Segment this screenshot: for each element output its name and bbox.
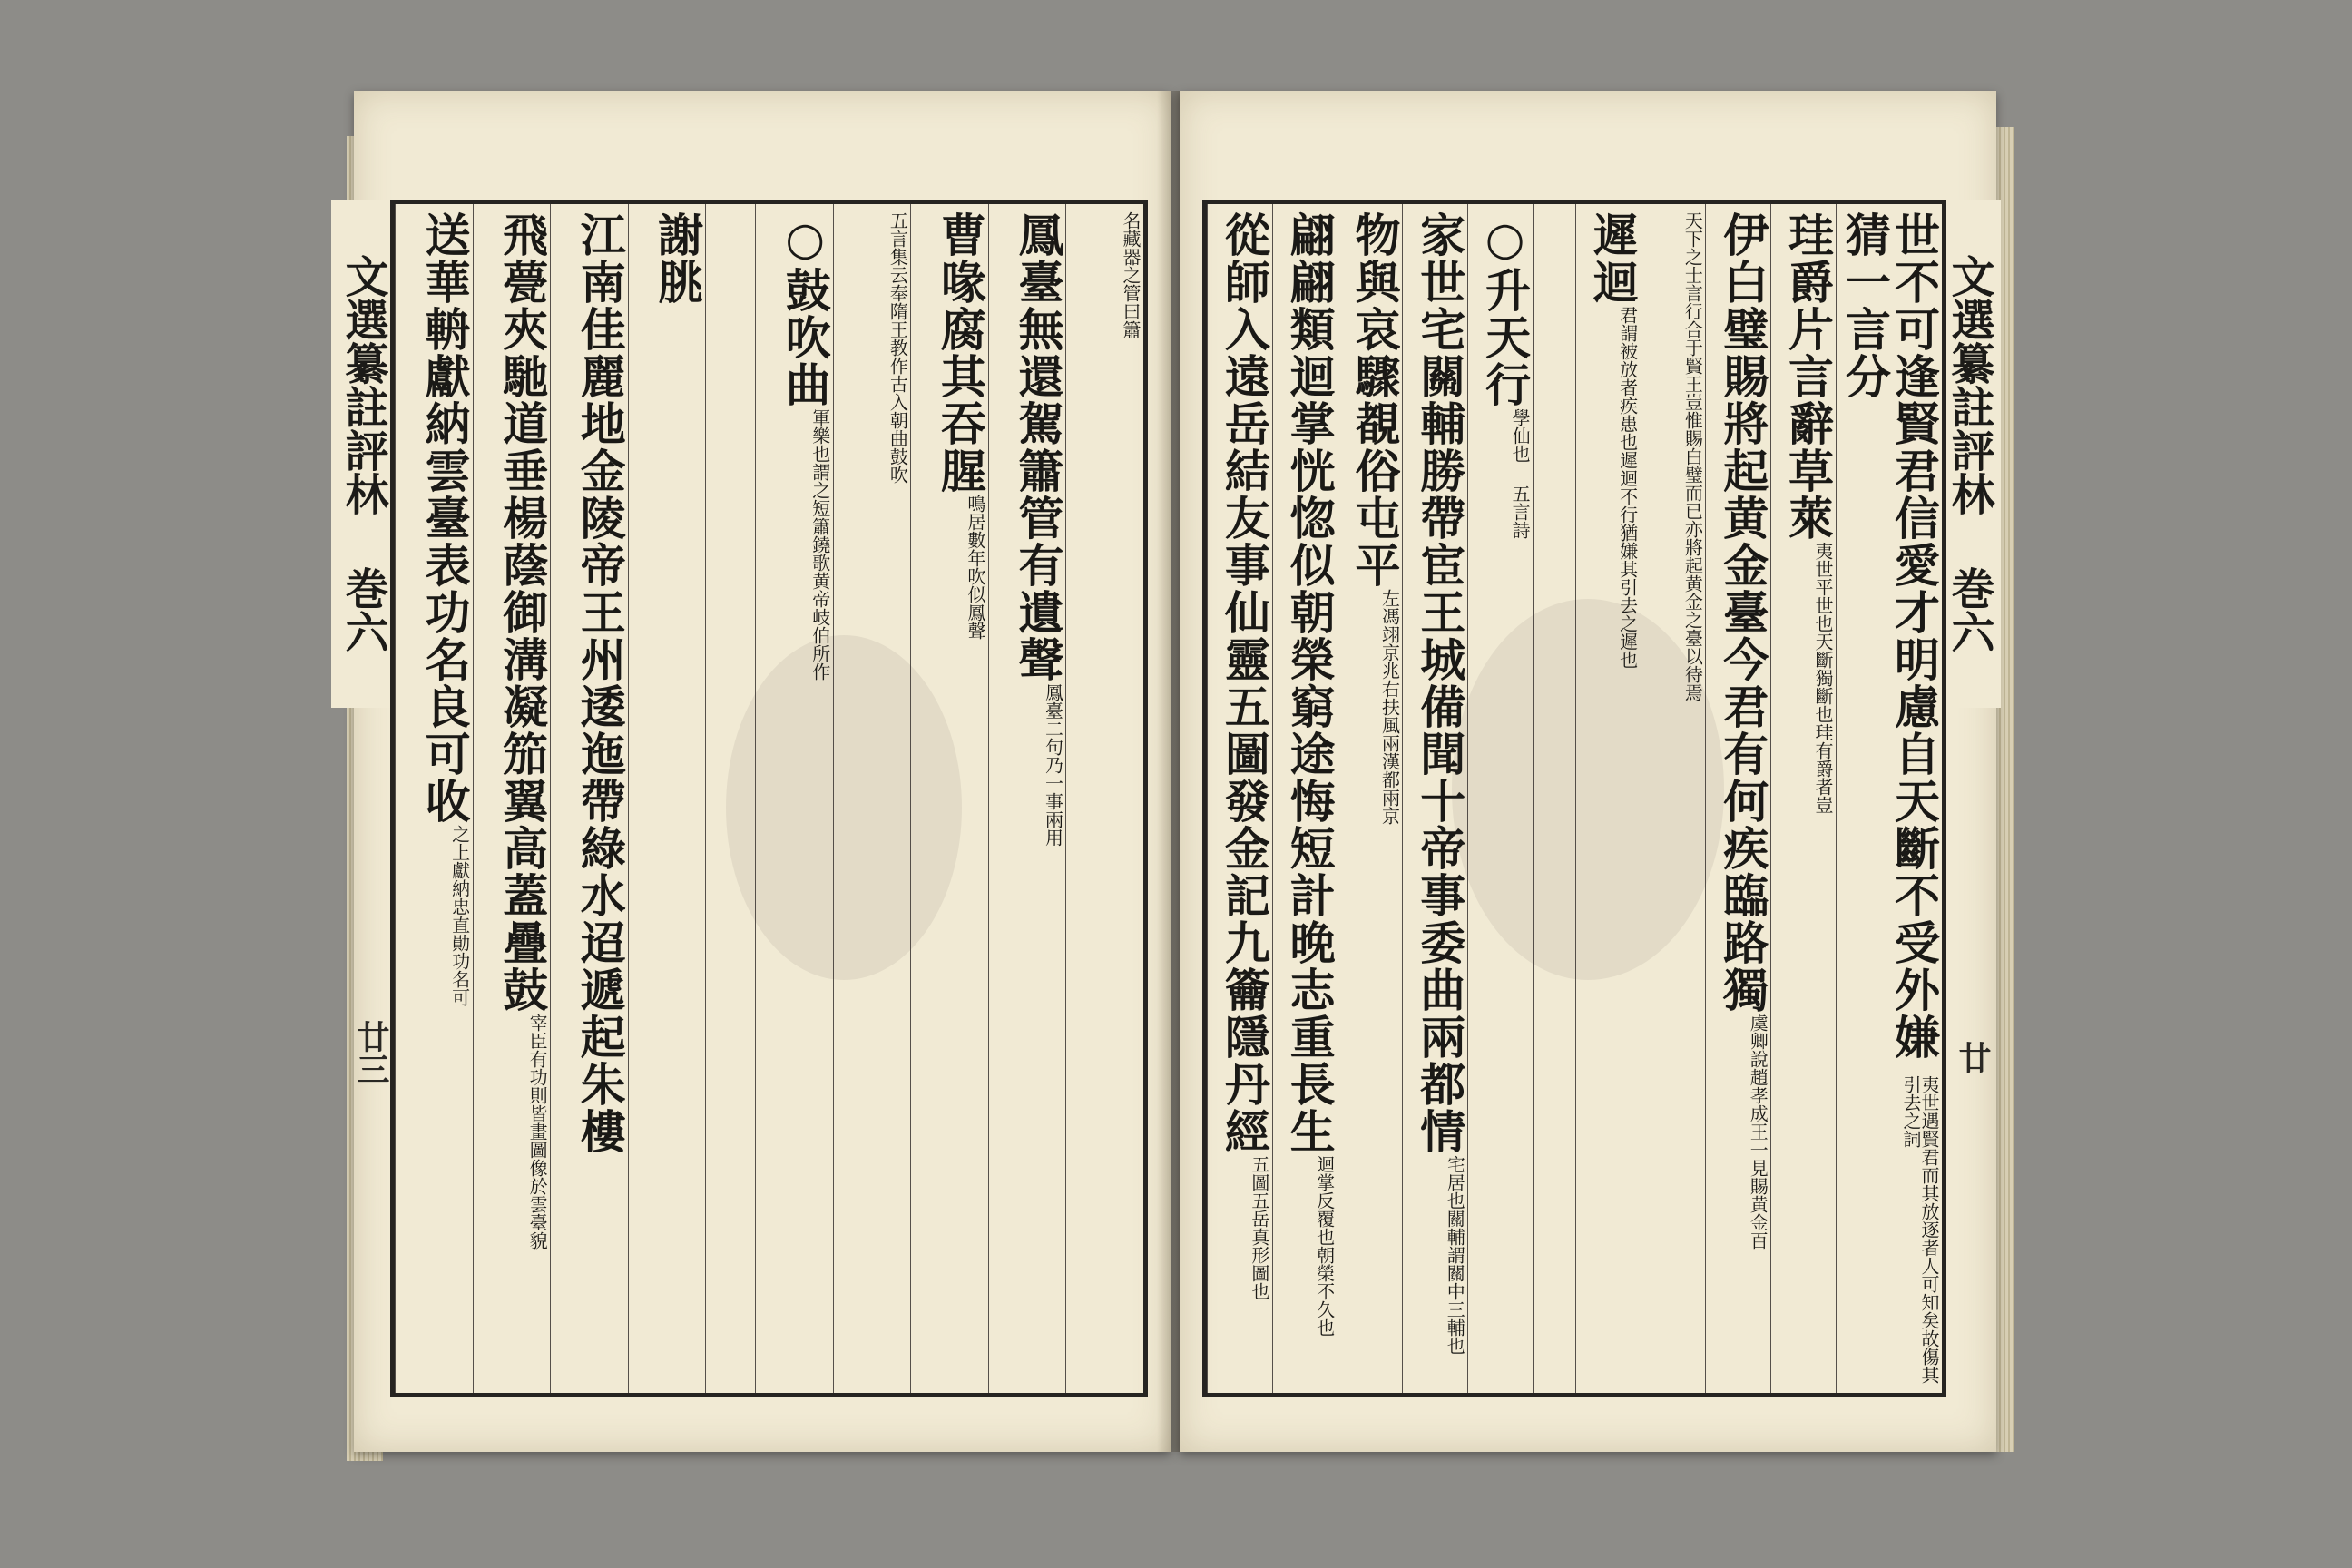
text-column: 五言集云奉隋王教作古入朝曲鼓吹 xyxy=(833,204,911,1393)
text-column: 物與哀驟覩俗屯平 左馮翊京兆右扶風兩漢都兩京 xyxy=(1338,204,1403,1393)
ink-bleed-smudge xyxy=(1452,599,1724,980)
left-folio: 廿三 xyxy=(352,1020,390,1085)
text-column: 送華輈獻納雲臺表功名良可收 之上獻納忠直勛功名可 xyxy=(395,204,473,1393)
poem-title-column: ○升天行 學仙也 五言詩 xyxy=(1467,204,1533,1393)
text-column: 鳳臺無還駕簫管有遺聲 鳳臺二句乃一事兩用 xyxy=(988,204,1066,1393)
text-column: 江南佳麗地金陵帝王州逶迤帶綠水迢遞起朱樓 xyxy=(550,204,628,1393)
right-folio: 廿 xyxy=(1954,1041,1992,1073)
text-column: 天下之士言行合于賢王豈惟賜白璧而已亦將起黄金之臺以待焉 xyxy=(1641,204,1706,1393)
text-column: 曹喙腐其吞腥 鳴居數年吹似鳳聲 xyxy=(910,204,988,1393)
text-column: 從師入遠岳結友事仙靈五圖發金記九籥隱丹經 五圖五岳真形圖也 xyxy=(1207,204,1272,1393)
text-column: 珪爵片言辭草萊 夷世平世也天斷獨斷也珪有爵者豈 xyxy=(1770,204,1836,1393)
ink-bleed-smudge xyxy=(726,635,962,980)
text-column: 伊白璧賜將起黄金臺今君有何疾臨路獨 虞卿說趙孝成王一見賜黄金百 xyxy=(1705,204,1770,1393)
text-column: 名藏器之管曰簫 xyxy=(1065,204,1143,1393)
text-column: 翩翩類迴掌恍惚似朝榮窮途悔短計晚志重長生 迴掌反覆也朝榮不久也 xyxy=(1272,204,1338,1393)
text-column: 飛甍夾馳道垂楊蔭御溝凝笳翼高蓋疊鼓 宰臣有功則皆畫圖像於雲臺貌 xyxy=(473,204,551,1393)
text-column: 遲迴 君謂被放者疾患也遲迴不行猶嫌其引去之遲也 xyxy=(1575,204,1641,1393)
left-running-head: 文選纂註評林 巻六 xyxy=(331,200,395,708)
right-running-head: 文選纂註評林 巻六 xyxy=(1937,200,2001,708)
text-column: ○鼓吹曲 軍樂也謂之短簫鐃歌黄帝岐伯所作 xyxy=(755,204,833,1393)
text-column: 世不可逢賢君信愛才明慮自天斷不受外嫌猜一言分 夷世遇賢君而其放逐者人可知矣故傷其引去之詞 xyxy=(1836,204,1942,1393)
author-column: 謝朓 xyxy=(628,204,706,1393)
text-column: 家世宅關輔勝帶宦王城備聞十帝事委曲兩都情 宅居也關輔謂關中三輔也 xyxy=(1402,204,1467,1393)
open-book xyxy=(336,91,2042,1479)
